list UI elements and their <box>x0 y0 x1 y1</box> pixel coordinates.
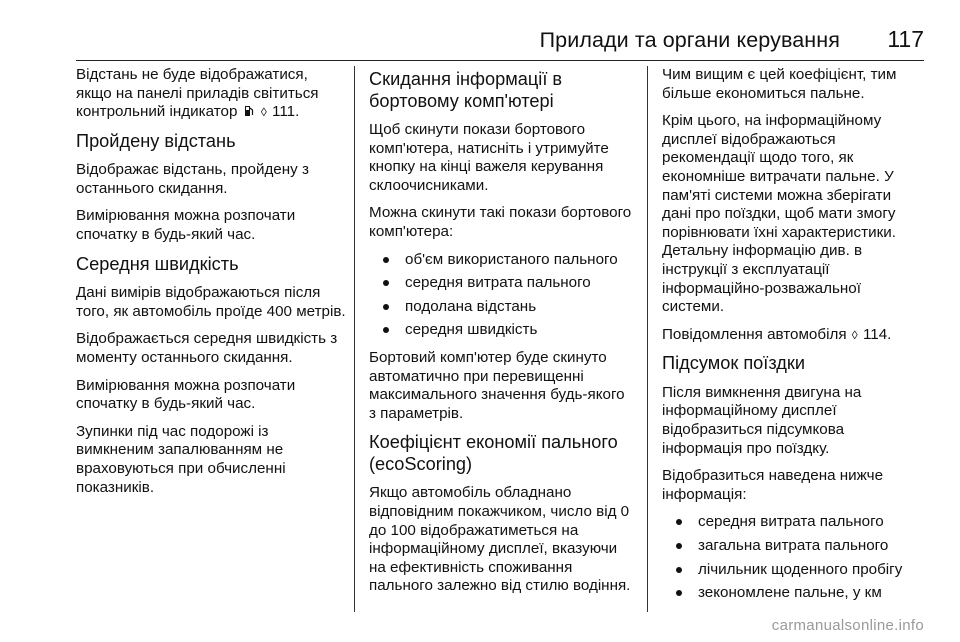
list-item-text: середня швидкість <box>405 321 538 339</box>
list-item <box>369 251 635 270</box>
paragraph: Відобразиться наведена нижче інформація: <box>662 467 884 503</box>
paragraph: Дані вимірів відображаються після того, як автомобіль проїде 400 метрів. <box>76 284 346 320</box>
list-item-text: подолана відстань <box>405 297 537 315</box>
section-heading: Скидання інформації в бортовому комп'ютері <box>369 69 563 111</box>
list-item-text: об'єм використаного пального <box>405 250 618 268</box>
page-header <box>76 20 924 61</box>
page-title: Прилади та органи керування <box>539 28 840 52</box>
bullet-icon <box>676 590 682 596</box>
paragraph: Після вимкнення двигуна на інформаційному дисплеї відобразиться підсумкова інформація про поїздку. <box>662 383 862 457</box>
list-item-text: загальна витрата пального <box>698 536 889 554</box>
section-heading: Підсумок поїздки <box>662 353 806 374</box>
paragraph: Відображає відстань, пройдену з останнього скидання. <box>76 161 309 197</box>
list-item <box>369 298 635 317</box>
bullet-icon <box>676 543 682 549</box>
list-item <box>662 513 924 532</box>
fuel-reserve-indicator-icon <box>244 105 254 117</box>
column-3 <box>662 66 924 612</box>
page-ref[interactable]: 114. <box>862 325 892 343</box>
bullet-icon <box>383 280 389 286</box>
bullet-icon <box>383 257 389 263</box>
column-divider <box>647 66 648 612</box>
list-item <box>662 537 924 556</box>
list-item-text: середня витрата пального <box>698 513 884 531</box>
paragraph: Вимірювання можна розпочати спочатку в будь-який час. <box>76 376 296 413</box>
page-ref-icon: ◊ <box>851 327 858 342</box>
paragraph: Можна скинути такі покази бортового комп'ютера: <box>369 204 632 240</box>
list-item <box>369 274 635 293</box>
paragraph: Зупинки під час подорожі із вимкненим запалюванням не враховуються при обчисленні показників. <box>76 422 286 496</box>
column-divider <box>354 66 355 612</box>
page-ref-icon: ◊ <box>260 105 267 120</box>
paragraph: Відображається середня швидкість з моменту останнього скидання. <box>76 330 338 366</box>
bullet-icon <box>676 567 682 573</box>
paragraph: Вимірювання можна розпочати спочатку в будь-який час. <box>76 207 296 244</box>
paragraph <box>662 326 924 345</box>
list-item <box>662 584 924 603</box>
paragraph: Бортовий комп'ютер буде скинуто автоматично при перевищенні максимального значення будь-якого з параметрів. <box>369 348 625 422</box>
page-ref[interactable]: 111. <box>272 103 300 121</box>
paragraph <box>76 66 346 122</box>
paragraph: Щоб скинути покази бортового комп'ютера, натисніть і утримуйте кнопку на кінці важеля керування склоочисниками. <box>369 121 609 194</box>
bullet-list <box>369 251 635 340</box>
bullet-icon <box>676 519 682 525</box>
list-item <box>662 561 924 580</box>
section-heading: Середня швидкість <box>76 253 239 274</box>
bullet-list <box>662 513 924 602</box>
list-item-text: середня витрата пального <box>405 274 591 292</box>
paragraph: Крім цього, на інформаційному дисплеї відображаються рекомендації щодо того, як економніше витрачати пальне. У пам'яті системи можна зберігати дані про поїздки, щоб мати змогу порівнювати їхні характеристики. Детальну інформацію див. в інструкції з експлуатації інформаційно-розважальної системи. <box>662 112 896 316</box>
section-heading: Коефіцієнт економії пального (ecoScoring) <box>369 432 618 474</box>
list-item <box>369 321 635 340</box>
watermark: carmanualsonline.info <box>771 617 924 634</box>
paragraph: Чим вищим є цей коефіцієнт, тим більше економиться пальне. <box>662 66 897 102</box>
section-heading: Пройдену відстань <box>76 130 236 151</box>
list-item-text: лічильник щоденного пробігу <box>698 560 903 578</box>
column-2 <box>369 66 635 605</box>
page-number: 117 <box>887 26 924 52</box>
paragraph-text: Повідомлення автомобіля <box>662 325 847 343</box>
paragraph-text: Відстань не буде відображатися, якщо на панелі приладів світиться контрольний індикатор <box>76 66 319 121</box>
paragraph: Якщо автомобіль обладнано відповідним покажчиком, число від 0 до 100 відображатиметься на інформаційному дисплеї, вказуючи на ефективність споживання пального залежно від стилю водіння. <box>369 484 631 595</box>
bullet-icon <box>383 304 389 310</box>
list-item-text: зекономлене пальне, у км <box>698 584 882 602</box>
column-1 <box>76 66 346 506</box>
bullet-icon <box>383 327 389 333</box>
